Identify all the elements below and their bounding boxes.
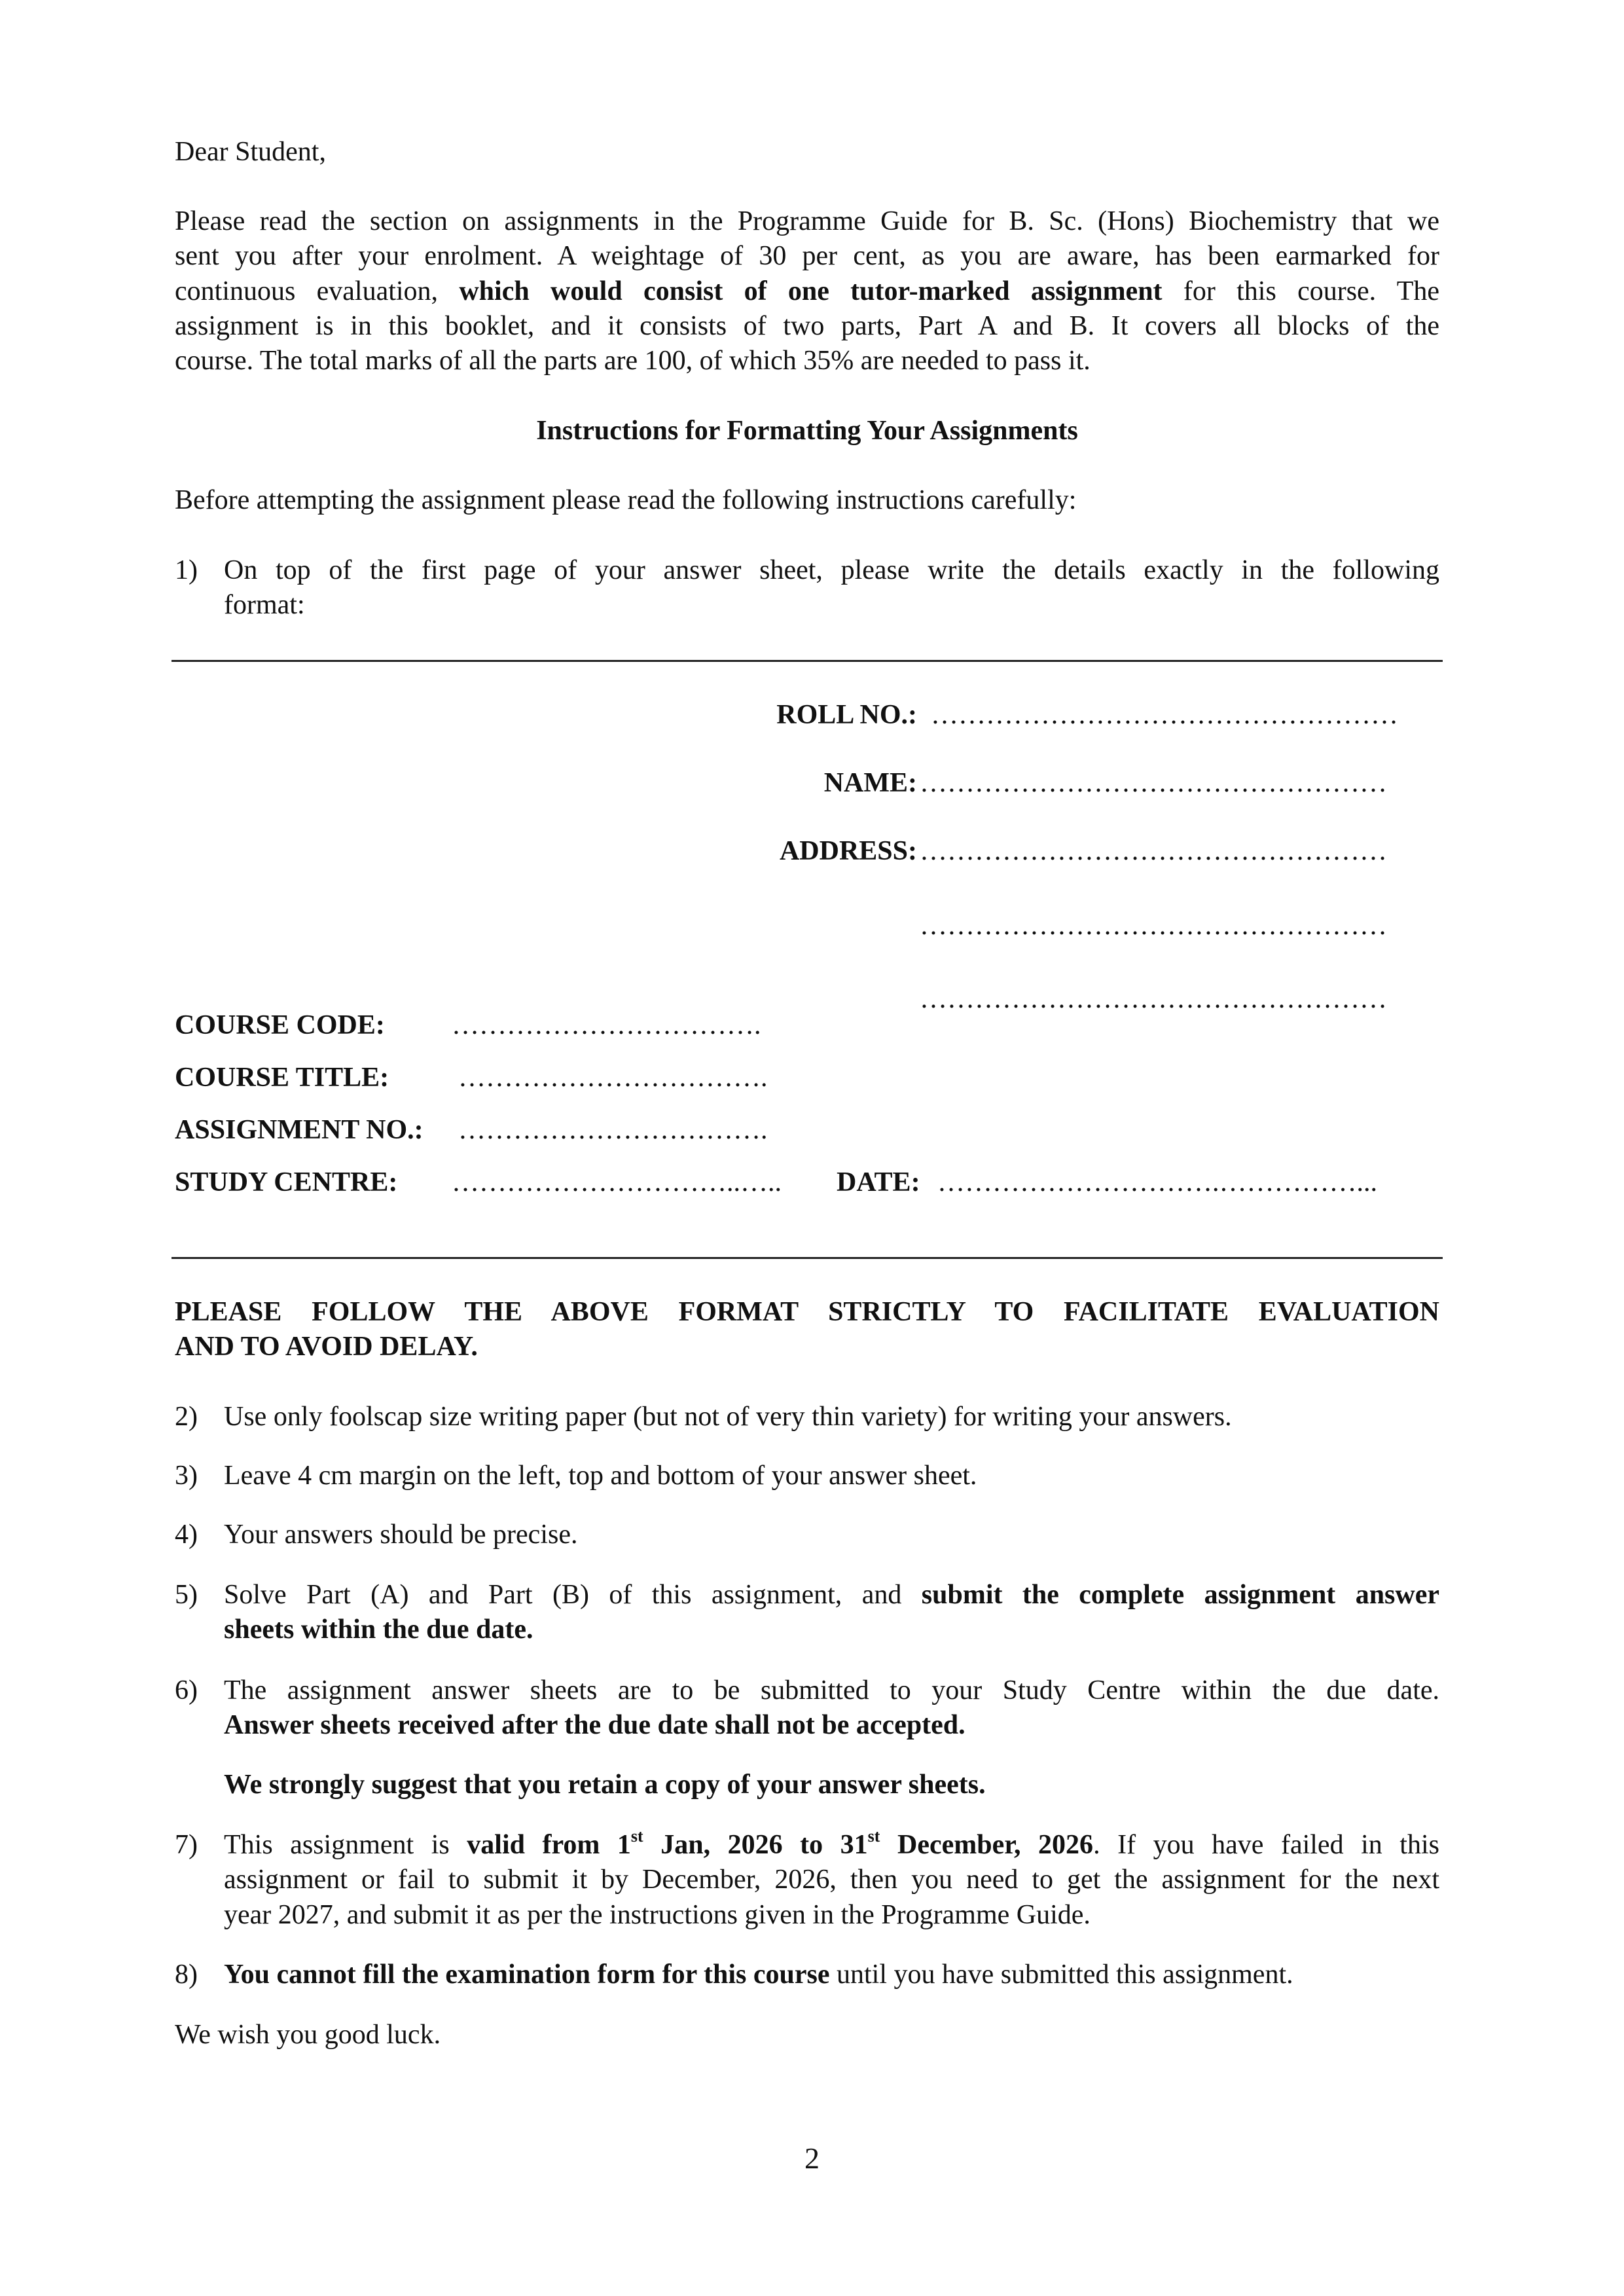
- item-8-text: [224, 1958, 1439, 1992]
- item-7-line-3: year 2027, and submit it as per the instructions given in the Programme Guide.: [224, 1899, 1091, 1930]
- item-6-number: 6): [175, 1675, 198, 1705]
- instructions-heading: Instructions for Formatting Your Assignments: [536, 416, 1078, 446]
- before-text: Before attempting the assignment please read the following instructions carefully:: [175, 485, 1077, 515]
- intro-line-3b: which would consist of one tutor-marked assignment: [459, 276, 1163, 306]
- item-7-text: [224, 1828, 1439, 1933]
- study-centre-label: STUDY CENTRE:: [175, 1167, 398, 1197]
- study-centre-dots: …………………………..…..: [452, 1167, 782, 1197]
- item-7-validity-c: December, 2026: [880, 1830, 1094, 1860]
- item-7-validity: [467, 1827, 1094, 1860]
- item-7-line-1: [224, 1828, 1439, 1863]
- item-7-validity-a: valid from 1: [467, 1830, 631, 1860]
- item-1-line-2: format:: [224, 590, 305, 621]
- item-5-line-1b: submit the complete assignment answer: [921, 1580, 1440, 1610]
- address-dots-3: ……………………………………………: [920, 984, 1387, 1014]
- item-1-line-1: On top of the first page of your answer sheet, please write the details exactly in the following: [224, 555, 1439, 585]
- course-code-label: COURSE CODE:: [175, 1010, 385, 1040]
- warning-line-2: AND TO AVOID DELAY.: [175, 1332, 478, 1362]
- roll-no-label: ROLL NO.:: [776, 700, 917, 730]
- format-warning: [175, 1295, 1439, 1365]
- item-5-number: 5): [175, 1580, 198, 1610]
- item-7-sup-1: st: [630, 1827, 643, 1846]
- top-divider: [171, 660, 1443, 662]
- item-5-line-2: sheets within the due date.: [224, 1614, 533, 1645]
- name-label: NAME:: [823, 768, 917, 798]
- intro-line-2: sent you after your enrolment. A weightage of 30 per cent, as you are aware, has been earmarked for: [175, 241, 1439, 272]
- bottom-divider: [171, 1257, 1443, 1259]
- item-6-line-1: The assignment answer sheets are to be submitted to your Study Centre within the due date.: [224, 1675, 1439, 1705]
- warning-line-1: PLEASE FOLLOW THE ABOVE FORMAT STRICTLY TO FACILITATE EVALUATION: [175, 1297, 1439, 1327]
- intro-paragraph: [175, 204, 1439, 379]
- item-7-line-1a: This assignment is: [224, 1830, 450, 1860]
- item-2-number: 2): [175, 1402, 198, 1432]
- course-title-dots: …………………………….: [458, 1063, 768, 1093]
- item-6-suggestion: We strongly suggest that you retain a copy of your answer sheets.: [224, 1770, 986, 1800]
- item-6-line-2: Answer sheets received after the due date shall not be accepted.: [224, 1710, 965, 1741]
- item-7-line-2: assignment or fail to submit it by December, 2026, then you need to get the assignment for the next: [224, 1865, 1439, 1895]
- page-number: 2: [804, 2141, 820, 2175]
- item-1-text: [224, 553, 1439, 623]
- item-3-number: 3): [175, 1461, 198, 1491]
- item-7-validity-b: Jan, 2026 to 31: [643, 1830, 868, 1860]
- date-dots: ………………………….……………...: [937, 1167, 1377, 1197]
- item-8-rest: until you have submitted this assignment.: [829, 1959, 1293, 1990]
- item-2-text: Use only foolscap size writing paper (but not of very thin variety) for writing your answers.: [224, 1402, 1232, 1432]
- item-7-number: 7): [175, 1830, 198, 1860]
- address-dots-2: ……………………………………………: [920, 911, 1387, 941]
- item-8-bold: You cannot fill the examination form for this course: [224, 1959, 830, 1990]
- intro-line-3c: for this course. The: [1183, 276, 1440, 306]
- item-5-line-1a: Solve Part (A) and Part (B) of this assignment, and: [224, 1580, 902, 1610]
- item-7-sup-2: st: [867, 1827, 880, 1846]
- intro-line-3: [175, 274, 1439, 309]
- item-4-text: Your answers should be precise.: [224, 1520, 578, 1550]
- intro-line-5: course. The total marks of all the parts are 100, of which 35% are needed to pass it.: [175, 346, 1091, 376]
- roll-no-dots: ……………………………………………: [931, 700, 1398, 730]
- intro-line-1: Please read the section on assignments in the Programme Guide for B. Sc. (Hons) Biochemistry that we: [175, 206, 1439, 236]
- course-code-dots: …………………………….: [452, 1010, 761, 1040]
- item-4-number: 4): [175, 1520, 198, 1550]
- address-label: ADDRESS:: [779, 836, 917, 866]
- item-7-line-1c: . If you have failed in this: [1093, 1830, 1439, 1860]
- closing: We wish you good luck.: [175, 2020, 441, 2050]
- item-5-text: [224, 1578, 1439, 1648]
- assignment-no-label: ASSIGNMENT NO.:: [175, 1115, 424, 1145]
- intro-line-3a: continuous evaluation,: [175, 276, 439, 306]
- name-dots: ……………………………………………: [920, 768, 1387, 798]
- item-8-number: 8): [175, 1959, 198, 1990]
- item-3-text: Leave 4 cm margin on the left, top and bottom of your answer sheet.: [224, 1461, 977, 1491]
- item-1-number: 1): [175, 555, 198, 585]
- item-6-text: [224, 1673, 1439, 1743]
- date-label: DATE:: [837, 1167, 920, 1197]
- address-dots-1: ……………………………………………: [920, 836, 1387, 866]
- greeting: Dear Student,: [175, 137, 326, 167]
- course-title-label: COURSE TITLE:: [175, 1063, 389, 1093]
- intro-line-4: assignment is in this booklet, and it consists of two parts, Part A and B. It covers all blocks of the: [175, 310, 1439, 341]
- item-5-line-1: [224, 1578, 1439, 1613]
- assignment-no-dots: …………………………….: [458, 1115, 768, 1145]
